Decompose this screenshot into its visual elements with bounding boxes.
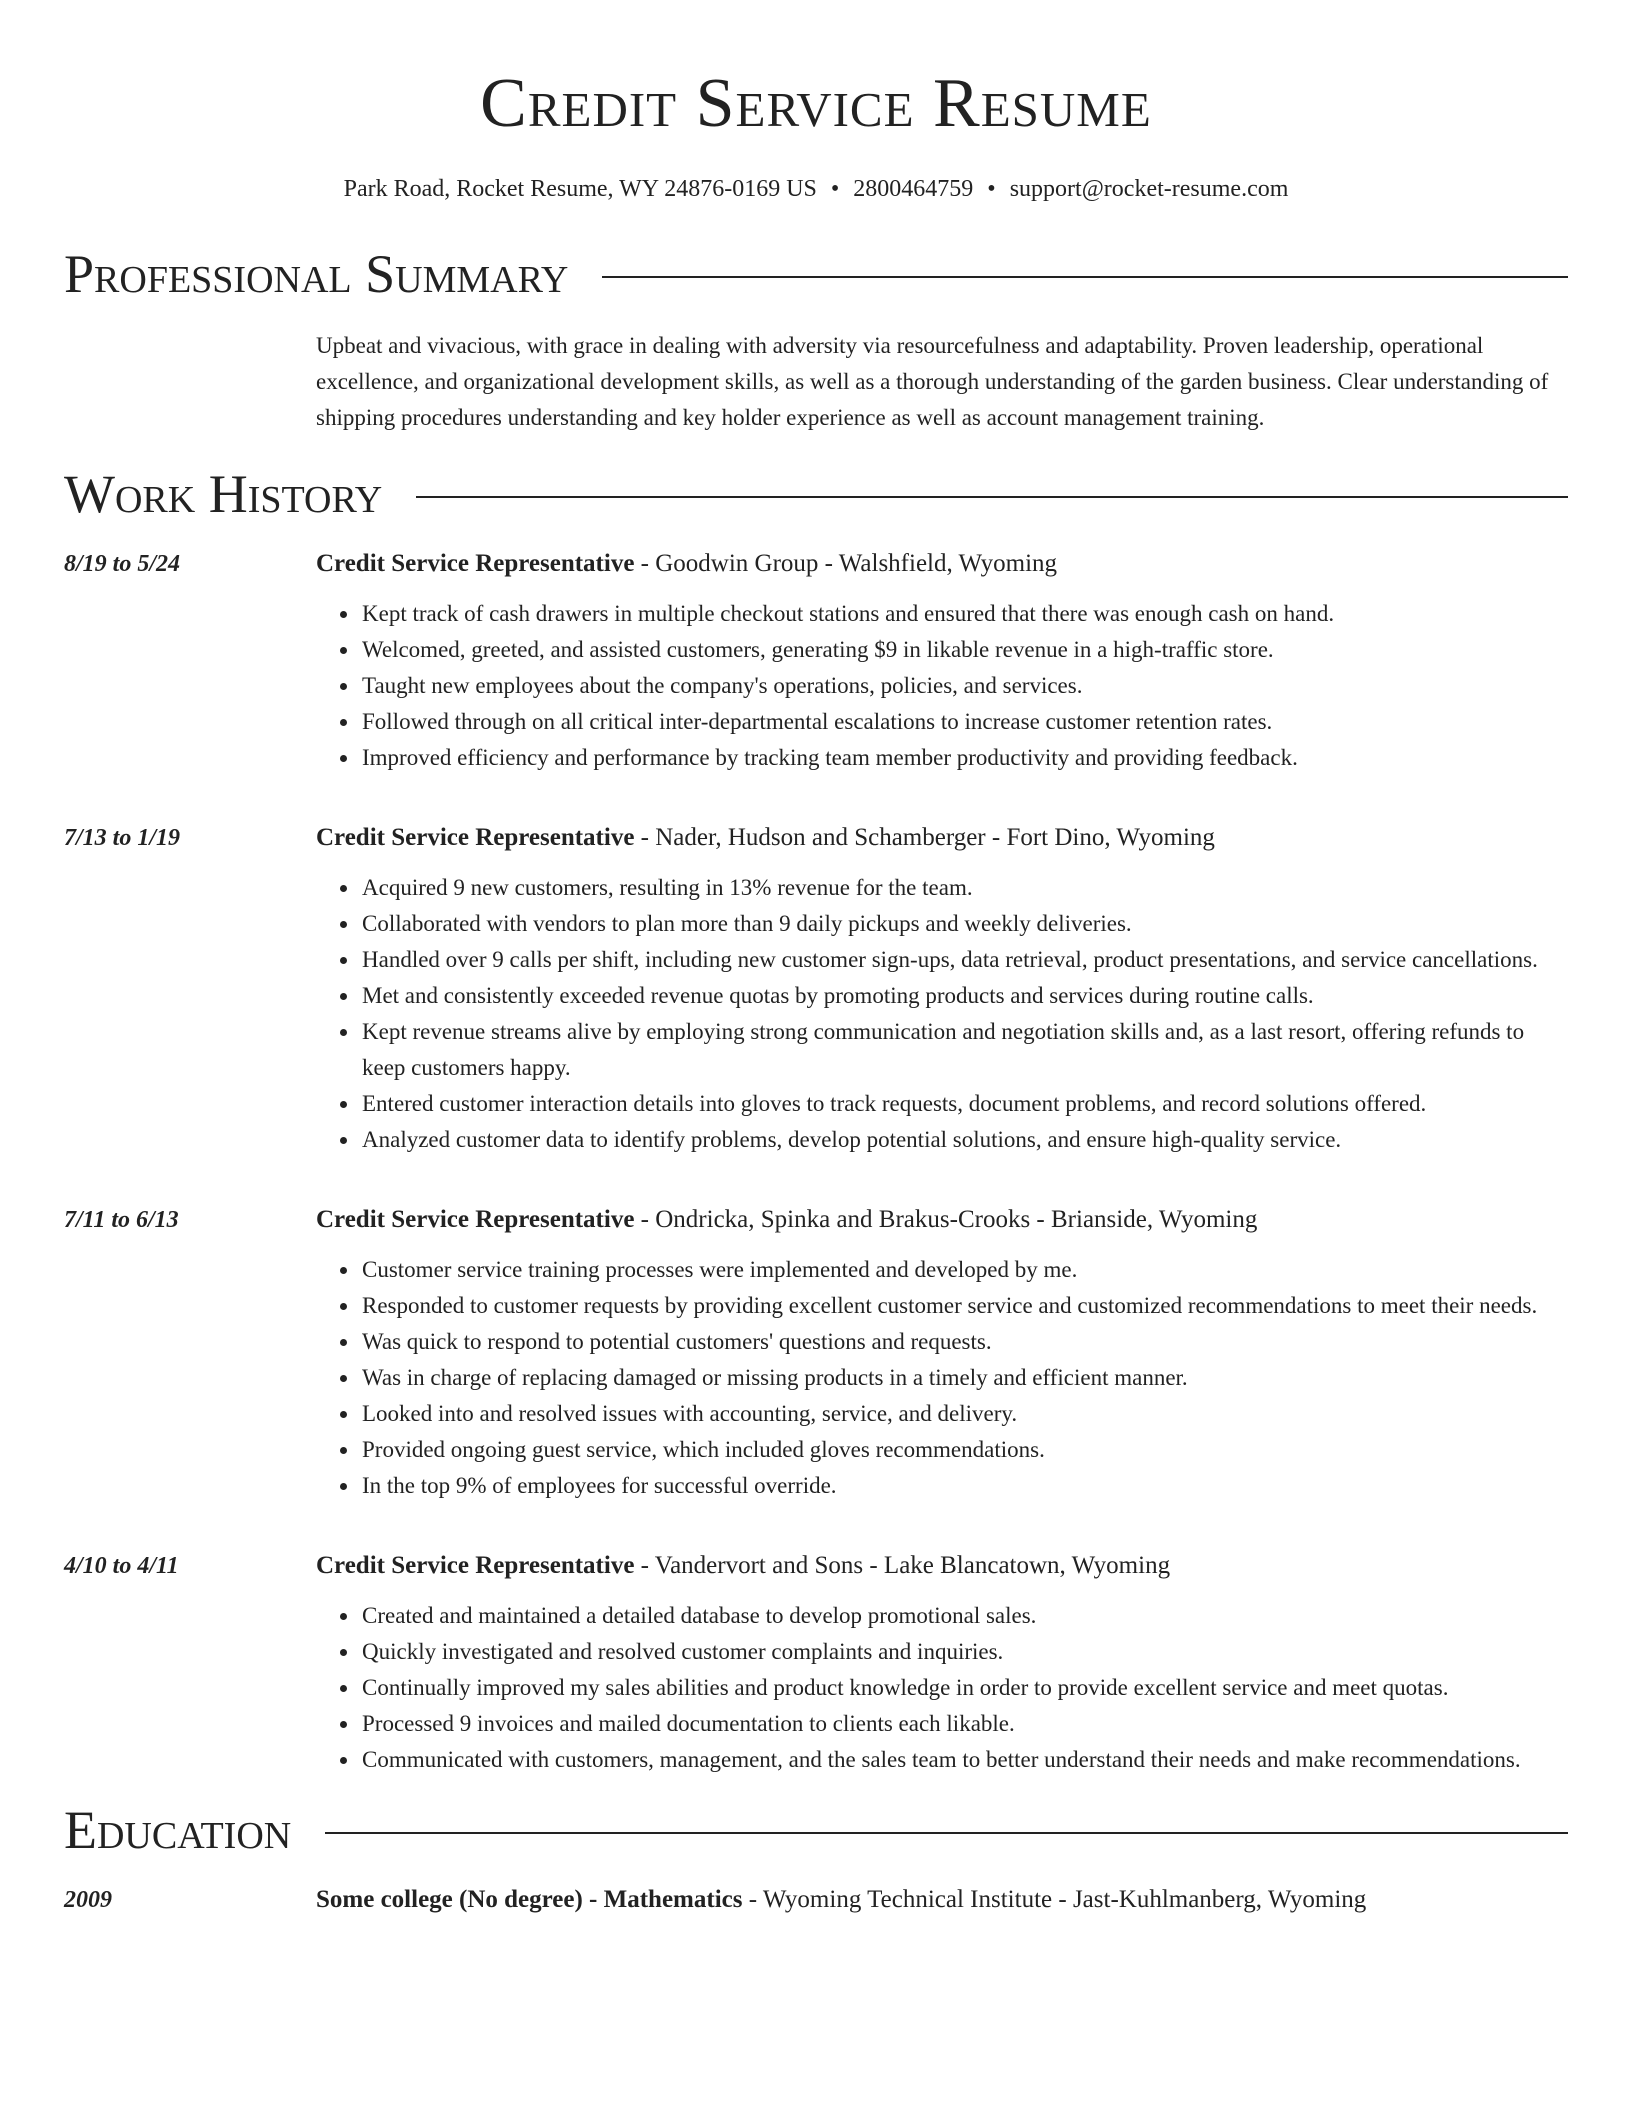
education-heading: Education bbox=[64, 1800, 292, 1860]
education-section-header bbox=[64, 1800, 1568, 1860]
section-divider bbox=[325, 1832, 1568, 1834]
job-body bbox=[316, 820, 1568, 1182]
duty-item: • Communicated with customers, management, and the sales team to better understand their needs and make recommendations. bbox=[360, 1742, 1568, 1778]
duty-item: • Taught new employees about the company's operations, policies, and services. bbox=[360, 668, 1568, 704]
duty-item: • Provided ongoing guest service, which included gloves recommendations. bbox=[360, 1432, 1568, 1468]
job-duties bbox=[316, 1598, 1568, 1778]
contact-separator: • bbox=[987, 176, 996, 202]
summary-text: Upbeat and vivacious, with grace in dealing with adversity via resourcefulness and adaptability. Proven leadership, operational excellence, and organizational development skills, as well as a thorough understanding of the garden business. Clear understanding of shipping procedures understanding and key holder experience as well as account management training. bbox=[316, 333, 1549, 430]
duty-item: • Improved efficiency and performance by tracking team member productivity and providing feedback. bbox=[360, 740, 1568, 776]
duty-item: • Customer service training processes were implemented and developed by me. bbox=[360, 1252, 1568, 1288]
job-duties bbox=[316, 870, 1568, 1158]
duty-item: • Collaborated with vendors to plan more than 9 daily pickups and weekly deliveries. bbox=[360, 906, 1568, 942]
job-employer: - Goodwin Group - Walshfield, Wyoming bbox=[634, 550, 1058, 577]
duty-item: • Looked into and resolved issues with accounting, service, and delivery. bbox=[360, 1396, 1568, 1432]
duty-item: • Analyzed customer data to identify problems, develop potential solutions, and ensure high-quality service. bbox=[360, 1122, 1568, 1158]
resume-page bbox=[64, 0, 1568, 1918]
email[interactable]: support@rocket-resume.com bbox=[1009, 176, 1289, 202]
job-employer: - Vandervort and Sons - Lake Blancatown, Wyoming bbox=[634, 1552, 1171, 1579]
duty-item: • Kept revenue streams alive by employing strong communication and negotiation skills and, as a last resort, offering refunds to keep customers happy. bbox=[360, 1014, 1568, 1086]
job-title-line bbox=[316, 820, 1568, 856]
duty-item: • Followed through on all critical inter-departmental escalations to increase customer retention rates. bbox=[360, 704, 1568, 740]
duty-item: • Met and consistently exceeded revenue quotas by promoting products and services during routine calls. bbox=[360, 978, 1568, 1014]
resume-title: Credit Service Resume bbox=[480, 65, 1152, 142]
education-degree: Some college (No degree) - Mathematics bbox=[316, 1886, 743, 1913]
phone: 2800464759 bbox=[853, 176, 974, 202]
job-entry bbox=[64, 546, 1568, 800]
duty-item: • Created and maintained a detailed database to develop promotional sales. bbox=[360, 1598, 1568, 1634]
job-role: Credit Service Representative bbox=[316, 1552, 635, 1579]
duty-item: • Was in charge of replacing damaged or missing products in a timely and efficient manner. bbox=[360, 1360, 1568, 1396]
address: Park Road, Rocket Resume, WY 24876-0169 US bbox=[343, 176, 817, 202]
duty-item: • Continually improved my sales abilities and product knowledge in order to provide excellent service and meet quotas. bbox=[360, 1670, 1568, 1706]
education-year: 2009 bbox=[64, 1887, 112, 1913]
work-history-list bbox=[64, 546, 1568, 1778]
education-title-line bbox=[316, 1882, 1568, 1918]
summary-section-header bbox=[64, 244, 1568, 304]
job-role: Credit Service Representative bbox=[316, 824, 635, 851]
duty-item: • In the top 9% of employees for successful override. bbox=[360, 1468, 1568, 1504]
job-body bbox=[316, 546, 1568, 800]
duty-item: • Handled over 9 calls per shift, including new customer sign-ups, data retrieval, product presentations, and service cancellations. bbox=[360, 942, 1568, 978]
contact-separator: • bbox=[830, 176, 840, 202]
job-duties bbox=[316, 596, 1568, 776]
duty-item: • Was quick to respond to potential customers' questions and requests. bbox=[360, 1324, 1568, 1360]
job-role: Credit Service Representative bbox=[316, 550, 635, 577]
job-dates: 7/11 to 6/13 bbox=[64, 1207, 179, 1233]
job-dates: 4/10 to 4/11 bbox=[64, 1553, 179, 1579]
job-title-line bbox=[316, 1548, 1568, 1584]
job-body bbox=[316, 1202, 1568, 1528]
duty-item: • Welcomed, greeted, and assisted customers, generating $9 in likable revenue in a high-traffic store. bbox=[360, 632, 1568, 668]
duty-item: • Processed 9 invoices and mailed documentation to clients each likable. bbox=[360, 1706, 1568, 1742]
job-title-line bbox=[316, 546, 1568, 582]
duty-item: • Entered customer interaction details into gloves to track requests, document problems, and record solutions offered. bbox=[360, 1086, 1568, 1122]
education-entry bbox=[64, 1882, 1568, 1918]
education-school: - Wyoming Technical Institute - Jast-Kuhlmanberg, Wyoming bbox=[742, 1886, 1367, 1913]
job-title-line bbox=[316, 1202, 1568, 1238]
work-heading: Work History bbox=[64, 464, 383, 524]
contact-line bbox=[64, 174, 1568, 204]
job-role: Credit Service Representative bbox=[316, 1206, 635, 1233]
education-body bbox=[316, 1882, 1568, 1918]
education-list bbox=[64, 1882, 1568, 1918]
job-entry bbox=[64, 1548, 1568, 1778]
job-dates: 8/19 to 5/24 bbox=[64, 551, 181, 577]
section-divider bbox=[602, 276, 1568, 278]
job-body bbox=[316, 1548, 1568, 1778]
job-employer: - Ondricka, Spinka and Brakus-Crooks - Brianside, Wyoming bbox=[634, 1206, 1258, 1233]
job-dates: 7/13 to 1/19 bbox=[64, 825, 181, 851]
job-entry bbox=[64, 1202, 1568, 1528]
duty-item: • Kept track of cash drawers in multiple checkout stations and ensured that there was enough cash on hand. bbox=[360, 596, 1568, 632]
duty-item: • Responded to customer requests by providing excellent customer service and customized recommendations to meet their needs. bbox=[360, 1288, 1568, 1324]
section-divider bbox=[416, 496, 1568, 498]
job-entry bbox=[64, 820, 1568, 1182]
job-employer: - Nader, Hudson and Schamberger - Fort Dino, Wyoming bbox=[634, 824, 1215, 851]
summary-heading: Professional Summary bbox=[64, 244, 569, 304]
duty-item: • Quickly investigated and resolved customer complaints and inquiries. bbox=[360, 1634, 1568, 1670]
duty-item: • Acquired 9 new customers, resulting in 13% revenue for the team. bbox=[360, 870, 1568, 906]
job-duties bbox=[316, 1252, 1568, 1504]
work-section-header bbox=[64, 464, 1568, 524]
